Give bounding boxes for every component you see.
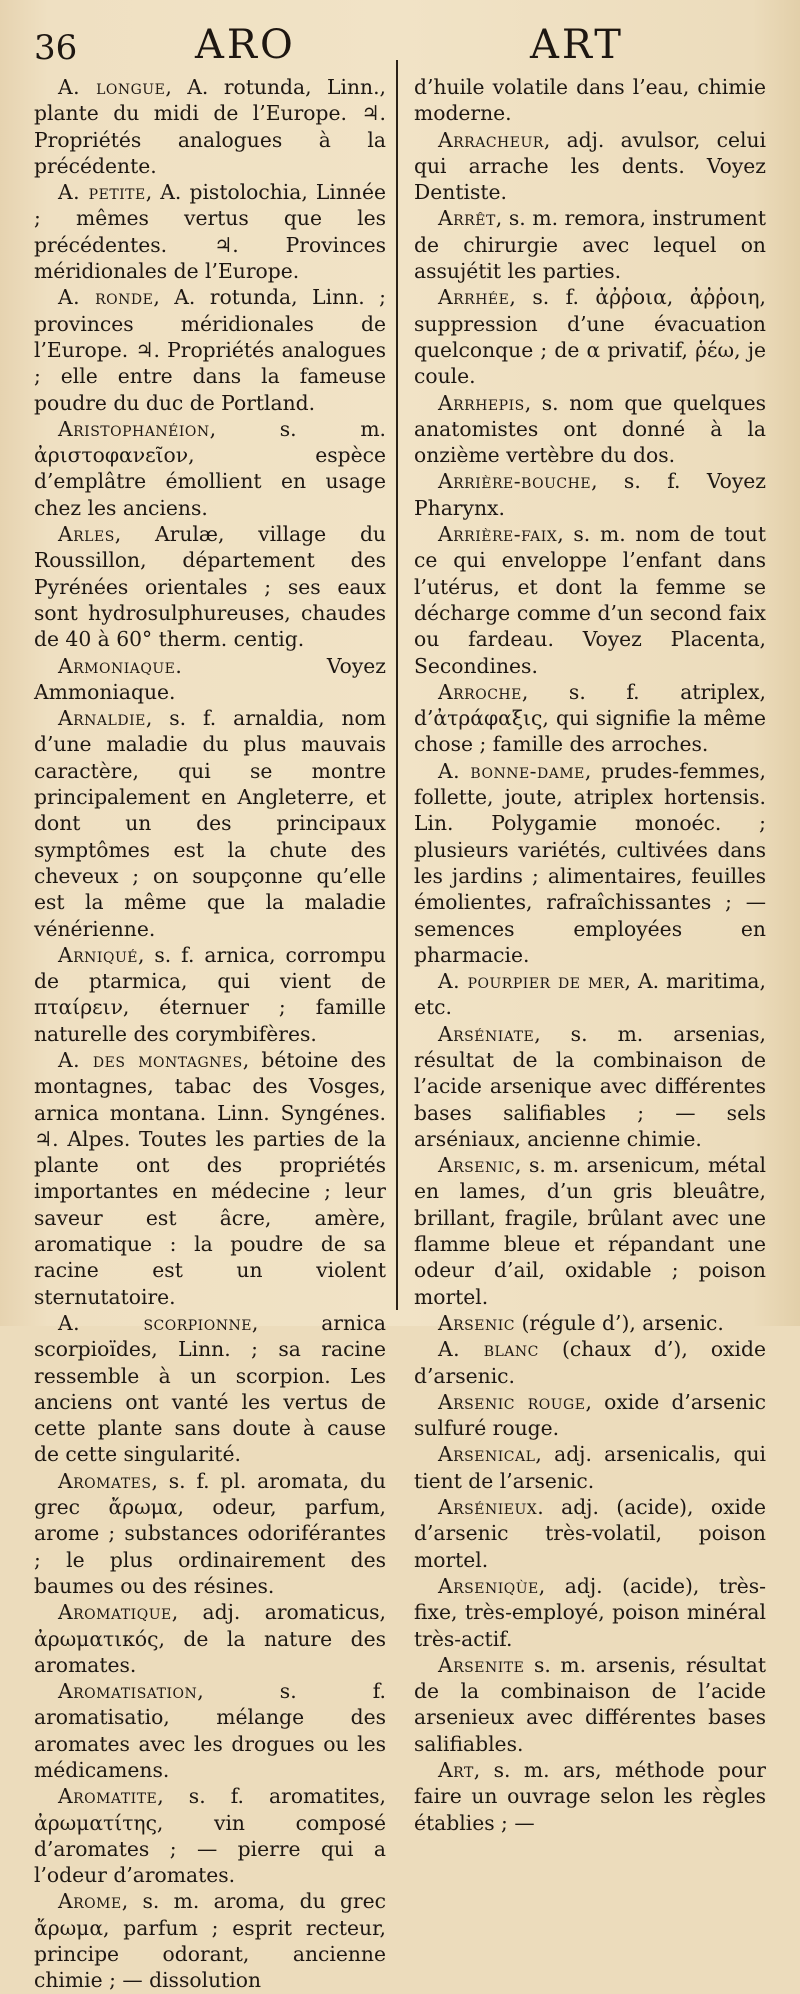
dictionary-entry (34, 1599, 386, 1678)
entry-definition: s. m. arsenis, résultat de la combinaison de l’acide arsenieux avec différentes bases salifiables. (414, 1652, 766, 1756)
dictionary-entry (414, 1494, 766, 1573)
entry-definition: (chaux d’), oxide d’arsenic. (414, 1337, 766, 1388)
entry-headword: A. pourpier de mer (438, 969, 625, 994)
dictionary-entry (34, 1783, 386, 1888)
dictionary-entry (414, 1310, 766, 1336)
entry-headword: A. ronde (58, 285, 154, 310)
entry-definition: , A. rotunda, Linn., plante du midi de l’Europe. ♃. Propriétés analogues à la précédente. (34, 75, 386, 178)
entry-definition: , s. m. aroma, du grec ἄρωμα, parfum ; esprit recteur, principe odorant, ancienne chimie ; — dissolution (34, 1889, 386, 1993)
entry-headword: Aromates (58, 1468, 152, 1493)
entry-definition: , s. f. pl. aromata, du grec ἄρωμα, odeur, parfum, arome ; substances odoriférantes ; le plus ordinairement des baumes ou des résines. (34, 1468, 386, 1598)
dictionary-entry (414, 468, 766, 521)
entry-headword: Arrière-bouche (438, 469, 592, 494)
entry-headword: Arles (58, 522, 115, 547)
entry-headword: Arnaldie (58, 706, 146, 731)
entry-definition: , s. m. remora, instrument de chirurgie avec lequel on assujétit les parties. (414, 206, 766, 284)
entry-definition: , s. f. atriplex, d’ἀτράφαξις, qui signifie la même chose ; famille des arroches. (414, 679, 766, 757)
entry-headword: A. blanc (438, 1337, 539, 1362)
entry-headword: Arrhepis (438, 390, 525, 415)
dictionary-entry (414, 1152, 766, 1310)
dictionary-entry (34, 284, 386, 415)
dictionary-entry (414, 1757, 766, 1836)
dictionary-entry (414, 284, 766, 389)
dictionary-entry (34, 74, 386, 179)
entry-headword: Arome (58, 1889, 122, 1914)
entry-definition: (régule d’), arsenic. (515, 1310, 724, 1335)
dictionary-entry (34, 179, 386, 284)
dictionary-entry (414, 1652, 766, 1757)
entry-headword: A. des montagnes (58, 1047, 243, 1072)
entry-definition: , oxide d’arsenic sulfuré rouge. (414, 1389, 766, 1441)
entry-definition: . adj. (acide), oxide d’arsenic très-volatil, poison mortel. (414, 1495, 766, 1572)
dictionary-entry (414, 205, 766, 284)
entry-headword: Arrhée (438, 285, 510, 310)
dictionary-entry (414, 127, 766, 206)
entry-definition: d’huile volatile dans l’eau, chimie moderne. (414, 75, 766, 126)
entry-headword: Arsenic (438, 1153, 515, 1178)
dictionary-entry (34, 705, 386, 942)
running-header (0, 22, 800, 70)
dictionary-entry (414, 758, 766, 968)
entry-definition: , s. f. ἀῤῥοια, ἀῤῥοιη, suppression d’une évacuation quelconque ; de α privatif, ῥέω, je coule. (414, 285, 766, 389)
entry-definition: , s. m. nom de tout ce qui enveloppe l’enfant dans l’utérus, et dont la femme se décharge comme d’un second faix ou fardeau. Voyez Placenta, Secondines. (414, 522, 766, 678)
right-running-head: ART (530, 22, 624, 68)
entry-headword: Aromatisation (58, 1679, 198, 1704)
dictionary-entry (34, 1678, 386, 1783)
entry-headword: Arsénieux (438, 1495, 538, 1520)
entry-definition: , adj. arsenicalis, qui tient de l’arsenic. (414, 1442, 766, 1493)
entry-definition: . Voyez Ammoniaque. (34, 653, 386, 704)
entry-definition: , s. f. aromatites, ἀρωματίτης, vin composé d’aromates ; — pierre qui a l’odeur d’aromates. (34, 1784, 386, 1888)
dictionary-entry (34, 1310, 386, 1468)
left-running-head: ARO (195, 22, 296, 68)
dictionary-entry (34, 1888, 386, 1993)
dictionary-entry (34, 416, 386, 521)
entry-headword: A. petite (58, 180, 146, 205)
dictionary-entry (34, 653, 386, 706)
dictionary-entry (414, 968, 766, 1021)
entry-definition: , adj. (acide), très-fixe, très-employé, poison minéral très-actif. (414, 1573, 766, 1651)
entry-headword: Arrière-faix (438, 522, 558, 547)
column-divider (396, 60, 398, 1310)
entry-headword: Arrêt (438, 206, 496, 231)
dictionary-entry (34, 942, 386, 1047)
entry-definition: , bétoine des montagnes, tabac des Vosges, arnica montana. Linn. Syngénes. ♃. Alpes. Toutes les parties de la plante ont des propriétés importantes en médecine ; leur saveur est âcre, amère, aromatique : la poudre de sa racine est un violent sternutatoire. (34, 1047, 386, 1309)
entry-definition: , A. maritima, etc. (414, 969, 766, 1020)
dictionary-entry (34, 521, 386, 652)
entry-definition: , A. pistolochia, Linnée ; mêmes vertus que les précédentes. ♃. Provinces méridionales de l’Europe. (34, 180, 387, 284)
entry-headword: Arsenic rouge (438, 1389, 586, 1414)
entry-definition: , s. m. ἀριστοφανεῖον, espèce d’emplâtre émollient en usage chez les anciens. (34, 416, 386, 520)
entry-headword: Arsenical (438, 1442, 536, 1467)
entry-definition: , s. m. arsenias, résultat de la combinaison de l’acide arsenique avec différentes bases salifiables ; — sels arséniaux, ancienne chimie. (414, 1021, 766, 1151)
dictionary-entry (414, 679, 766, 758)
dictionary-entry (414, 1021, 766, 1152)
entry-definition: , A. rotunda, Linn. ; provinces méridionales de l’Europe. ♃. Propriétés analogues ; elle entre dans la fameuse poudre du duc de Portland. (34, 285, 386, 415)
entry-headword: A. scorpionne (58, 1310, 252, 1335)
entry-headword: Aromatite (58, 1784, 158, 1809)
dictionary-entry (414, 1389, 766, 1442)
entry-headword: Armoniaque (58, 653, 176, 678)
entry-headword: Arracheur (438, 127, 544, 152)
dictionary-entry (414, 390, 766, 469)
entry-headword: Aristophanéion (58, 416, 210, 441)
entry-definition: , Arulæ, village du Roussillon, département des Pyrénées orientales ; ses eaux sont hydrosulphureuses, chaudes de 40 à 60° therm. centig. (34, 522, 386, 652)
entry-headword: Arroche (438, 679, 522, 704)
dictionary-entry (414, 1441, 766, 1494)
entry-headword: Art (438, 1758, 474, 1782)
entry-definition: , s. m. ars, méthode pour faire un ouvrage selon les règles établies ; — (414, 1758, 766, 1835)
entry-definition: , s. f. arnaldia, nom d’une maladie du plus mauvais caractère, qui se montre principalement en Angleterre, et dont un des principaux symptômes est la chute des cheveux ; on soupçonne qu’elle est la même que la maladie vénérienne. (34, 706, 386, 941)
dictionary-entry (414, 521, 766, 679)
entry-definition: , adj. avulsor, celui qui arrache les dents. Voyez Dentiste. (414, 127, 766, 205)
dictionary-entry (414, 1336, 766, 1389)
entry-headword: Arniqué (58, 942, 138, 967)
dictionary-entry (34, 1047, 386, 1310)
entry-definition: , prudes-femmes, follette, joute, atriplex hortensis. Lin. Polygamie monoéc. ; plusieurs variétés, cultivées dans les jardins ; alimentaires, feuilles émolientes, rafraîchissantes ; — semences employées en pharmacie. (414, 758, 766, 967)
entry-definition: , s. f. Voyez Pharynx. (414, 469, 766, 520)
entry-definition: , arnica scorpioïdes, Linn. ; sa racine ressemble à un scorpion. Les anciens ont vanté les vertus de cette plante sans doute à cause de cette singularité. (34, 1310, 386, 1467)
dictionary-entry (414, 1573, 766, 1652)
entry-headword: Arsenite (438, 1652, 525, 1677)
entry-headword: Aromatique (58, 1600, 172, 1625)
entry-headword: Arséniate (438, 1021, 535, 1046)
entry-headword: Arsenic (438, 1310, 515, 1335)
entry-definition: , adj. aromaticus, ἀρωματικός, de la nature des aromates. (34, 1600, 386, 1677)
entry-headword: Arseniqùe (438, 1573, 539, 1598)
dictionary-entry (414, 74, 766, 127)
entry-headword: A. longue (58, 75, 166, 99)
right-column (414, 74, 766, 1836)
left-column (34, 74, 386, 1994)
entry-definition: , s. f. aromatisatio, mélange des aromates avec les drogues ou les médicamens. (34, 1679, 386, 1782)
entry-definition: , s. nom que quelques anatomistes ont donné à la onzième vertèbre du dos. (414, 390, 766, 468)
dictionary-entry (34, 1468, 386, 1599)
page-number: 36 (34, 28, 78, 68)
entry-definition: , s. f. arnica, corrompu de ptarmica, qui vient de πταίρειν, éternuer ; famille naturelle des corymbifères. (34, 942, 386, 1046)
entry-definition: , s. m. arsenicum, métal en lames, d’un gris bleuâtre, brillant, fragile, brûlant avec une flamme bleue et répandant une odeur d’ail, oxidable ; poison mortel. (414, 1153, 766, 1309)
entry-headword: A. bonne-dame (438, 758, 585, 783)
